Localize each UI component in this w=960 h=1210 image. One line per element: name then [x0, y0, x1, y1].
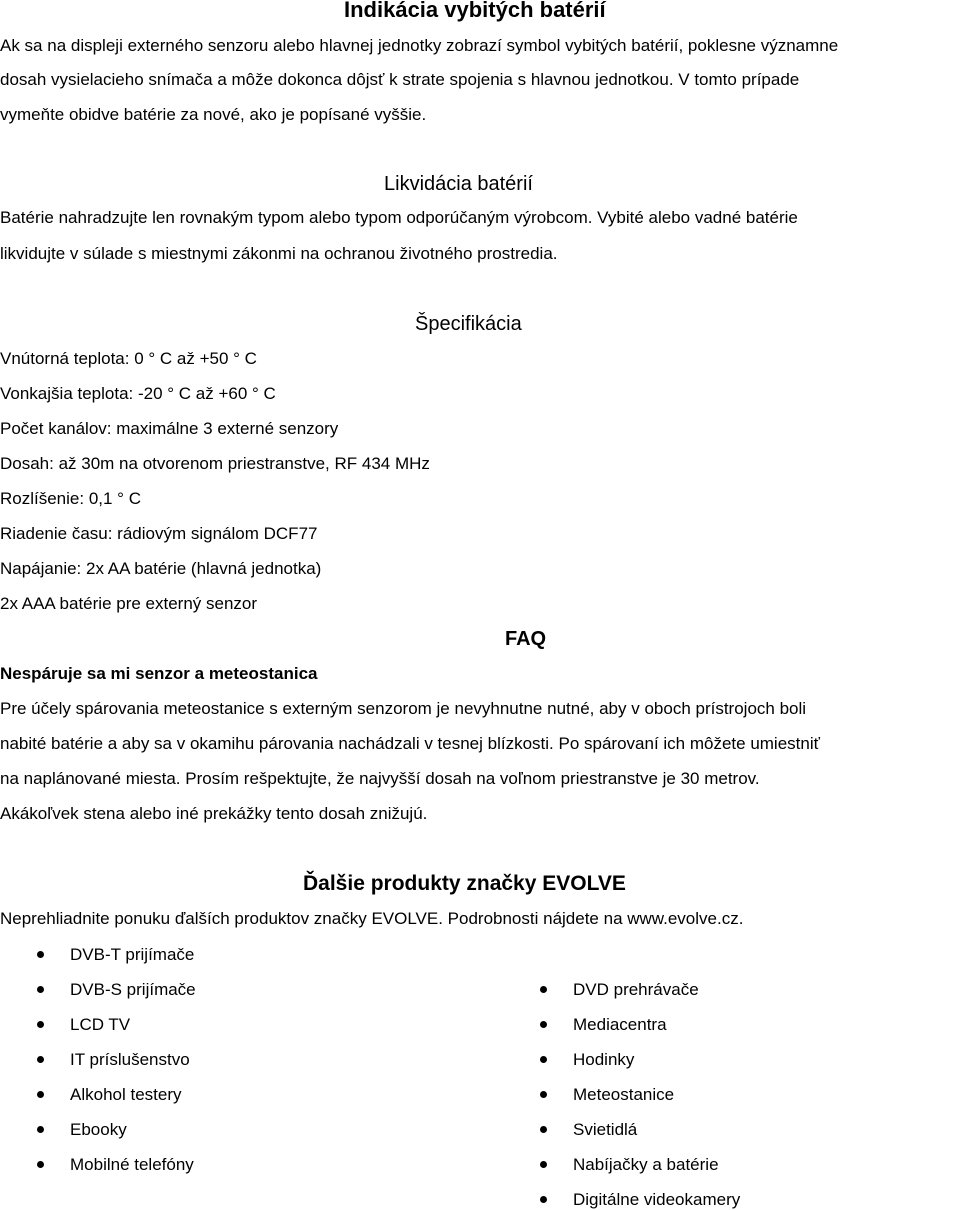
spec-item: Počet kanálov: maximálne 3 externé senzory [0, 419, 339, 438]
battery-low-line-1: Ak sa na displeji externého senzoru alebo hlavnej jednotky zobrazí symbol vybitých batérií, poklesne významne [0, 36, 839, 55]
bullet-icon [37, 1091, 44, 1098]
faq-answer-line-1: Pre účely spárovania meteostanice s externým senzorom je nevyhnutne nutné, aby v oboch prístrojoch boli [0, 699, 807, 718]
spec-item: Vnútorná teplota: 0 ° C až +50 ° C [0, 349, 257, 368]
faq-answer-line-3: na naplánované miesta. Prosím rešpektujte, že najvyšší dosah na voľnom priestranstve je 30 metrov. [0, 769, 760, 788]
bullet-icon [540, 1196, 547, 1203]
product-list-item [37, 1120, 127, 1140]
bullet-icon [37, 986, 44, 993]
product-label: LCD TV [70, 1015, 131, 1034]
product-label: Meteostanice [573, 1085, 675, 1104]
product-list-item [37, 980, 196, 1000]
faq-question: Nespáruje sa mi senzor a meteostanica [0, 664, 318, 683]
product-list-item [540, 1085, 674, 1105]
product-list-item [540, 1155, 719, 1175]
faq-answer-line-2: nabité batérie a aby sa v okamihu párovania nachádzali v tesnej blízkosti. Po spárovaní ich môžete umiestniť [0, 734, 820, 753]
spec-item: 2x AAA batérie pre externý senzor [0, 594, 258, 613]
product-label: Nabíjačky a batérie [573, 1155, 719, 1174]
bullet-icon [37, 951, 44, 958]
bullet-icon [37, 1056, 44, 1063]
product-label: DVB-S prijímače [70, 980, 196, 999]
spec-item: Rozlíšenie: 0,1 ° C [0, 489, 141, 508]
products-title: Ďalšie produkty značky EVOLVE [303, 872, 626, 895]
bullet-icon [540, 1056, 547, 1063]
product-list-item [37, 1015, 130, 1035]
product-label: DVD prehrávače [573, 980, 699, 999]
bullet-icon [37, 1021, 44, 1028]
spec-title: Špecifikácia [415, 313, 522, 335]
faq-answer-line-4: Akákoľvek stena alebo iné prekážky tento dosah znižujú. [0, 804, 428, 823]
product-label: Digitálne videokamery [573, 1190, 741, 1209]
battery-low-line-3: vymeňte obidve batérie za nové, ako je popísané vyššie. [0, 105, 427, 124]
bullet-icon [37, 1161, 44, 1168]
product-label: DVB-T prijímače [70, 945, 195, 964]
bullet-icon [540, 1091, 547, 1098]
battery-low-line-2: dosah vysielacieho snímača a môže dokonca dôjsť k strate spojenia s hlavnou jednotkou. V tomto prípade [0, 70, 800, 89]
product-list-item [540, 1120, 637, 1140]
spec-item: Vonkajšia teplota: -20 ° C až +60 ° C [0, 384, 276, 403]
bullet-icon [540, 1126, 547, 1133]
products-intro: Neprehliadnite ponuku ďalších produktov značky EVOLVE. Podrobnosti nájdete na www.evolve.cz. [0, 909, 744, 928]
product-label: Ebooky [70, 1120, 127, 1139]
spec-item: Napájanie: 2x AA batérie (hlavná jednotka) [0, 559, 322, 578]
product-label: Svietidlá [573, 1120, 638, 1139]
product-list-item [540, 1015, 667, 1035]
product-list-item [37, 945, 194, 965]
product-list-item [37, 1050, 190, 1070]
faq-title: FAQ [505, 628, 547, 650]
spec-item: Dosah: až 30m na otvorenom priestranstve, RF 434 MHz [0, 454, 430, 473]
spec-item: Riadenie času: rádiovým signálom DCF77 [0, 524, 318, 543]
product-list-item [540, 980, 699, 1000]
product-label: Mediacentra [573, 1015, 667, 1034]
bullet-icon [540, 1161, 547, 1168]
bullet-icon [540, 1021, 547, 1028]
product-list-item [540, 1190, 740, 1210]
product-list-item [37, 1155, 194, 1175]
bullet-icon [37, 1126, 44, 1133]
battery-low-title: Indikácia vybitých batérií [344, 0, 606, 22]
product-list-item [37, 1085, 182, 1105]
disposal-title: Likvidácia batérií [384, 173, 533, 195]
product-label: Alkohol testery [70, 1085, 182, 1104]
bullet-icon [540, 986, 547, 993]
product-label: Hodinky [573, 1050, 635, 1069]
disposal-line-2: likvidujte v súlade s miestnymi zákonmi na ochranou životného prostredia. [0, 244, 558, 263]
product-list-item [540, 1050, 634, 1070]
disposal-line-1: Batérie nahradzujte len rovnakým typom alebo typom odporúčaným výrobcom. Vybité alebo vadné batérie [0, 208, 798, 227]
product-label: IT príslušenstvo [70, 1050, 190, 1069]
product-label: Mobilné telefóny [70, 1155, 194, 1174]
